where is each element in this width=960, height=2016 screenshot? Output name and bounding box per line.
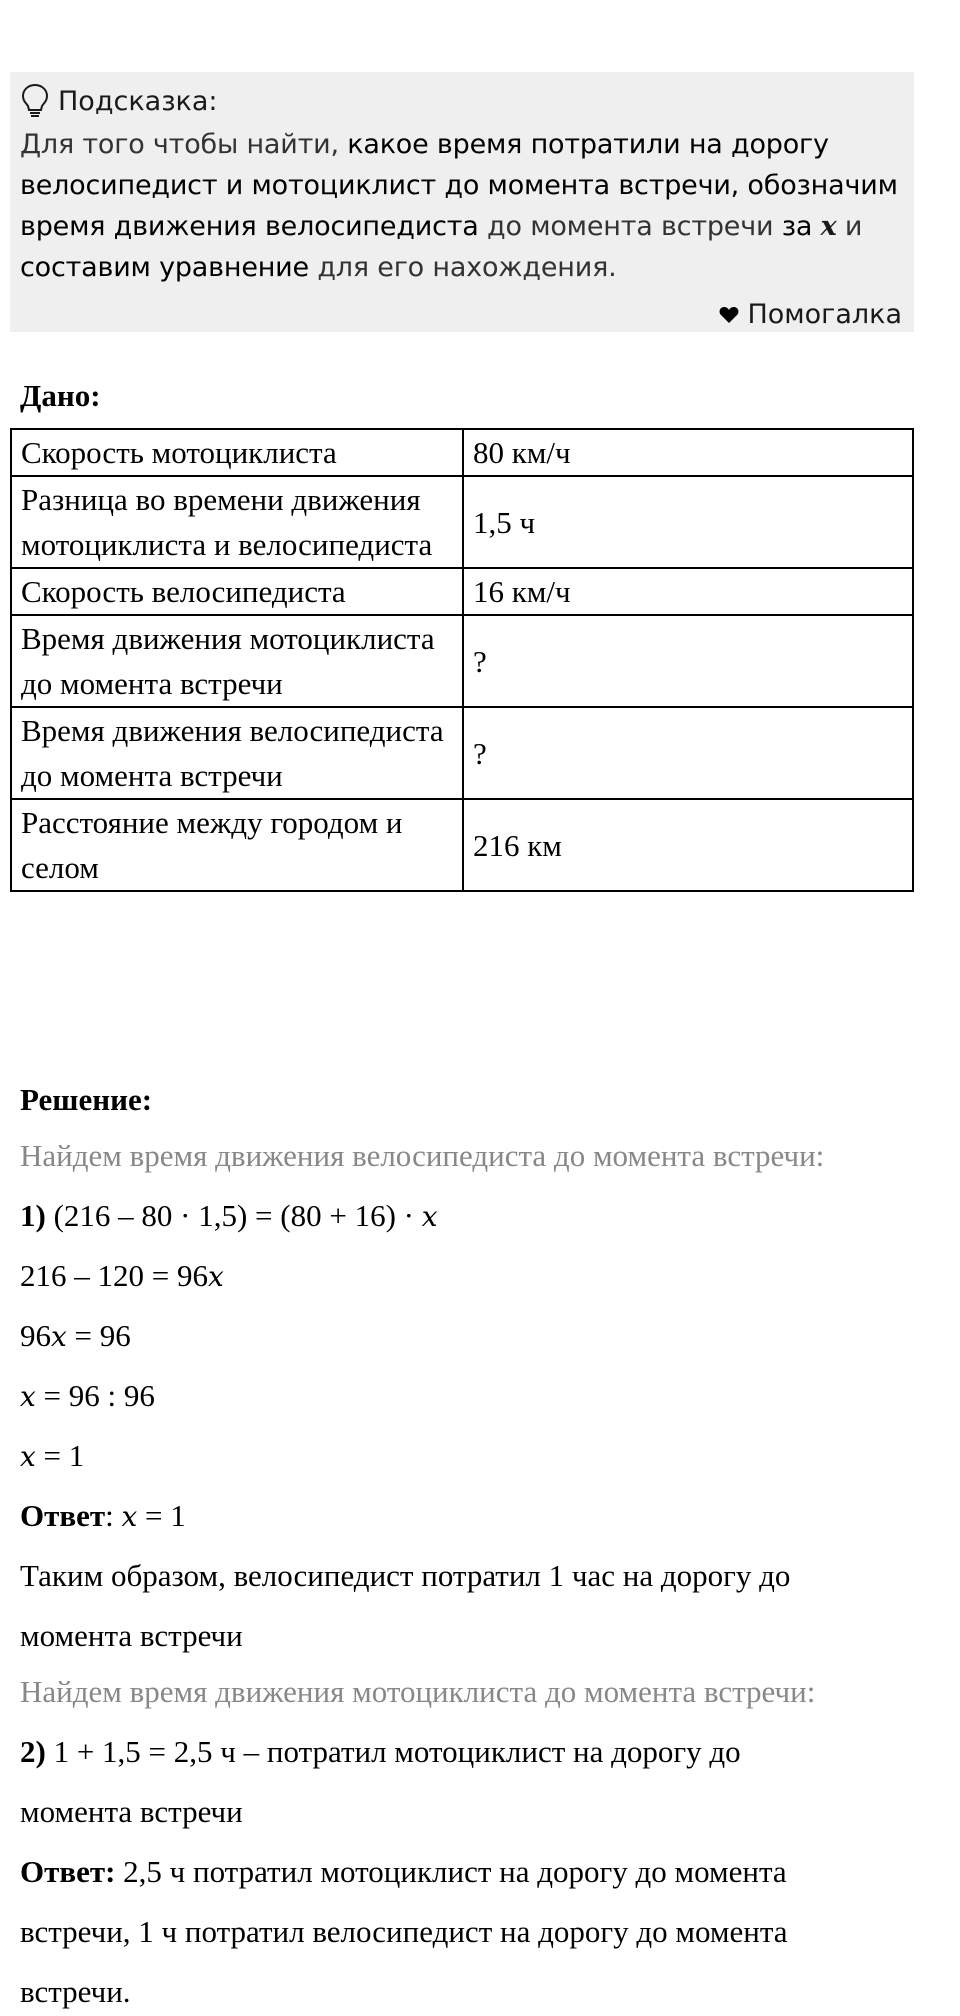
answer-1: Ответ: x = 1 bbox=[20, 1498, 186, 1533]
table-row bbox=[11, 615, 913, 707]
equation-4: x = 96 : 96 bbox=[20, 1378, 155, 1413]
hint-text bbox=[20, 124, 904, 288]
given-quantity-cell: Разница во времени движения мотоциклиста и велосипедиста bbox=[11, 476, 463, 568]
summary-1-line-1: Таким образом, велосипедист потратил 1 час на дорогу до bbox=[20, 1558, 791, 1593]
hint-text-part: за bbox=[781, 211, 821, 242]
given-value-cell: ? bbox=[463, 707, 913, 799]
hint-text-part: какое время потратили на дорогу велосипедист и мотоциклист до момента встречи, обозначим время движения велосипедиста bbox=[20, 129, 898, 242]
equation-5: x = 1 bbox=[20, 1438, 85, 1473]
given-quantity-cell: Время движения мотоциклиста до момента встречи bbox=[11, 615, 463, 707]
table-row bbox=[11, 799, 913, 891]
lightbulb-icon bbox=[20, 83, 50, 119]
equation-3: 96x = 96 bbox=[20, 1318, 131, 1353]
given-quantity-cell: Время движения велосипедиста до момента встречи bbox=[11, 707, 463, 799]
pomogalka-link[interactable] bbox=[719, 299, 902, 330]
pomogalka-label[interactable]: Помогалка bbox=[747, 299, 902, 330]
equation-6: 2) 1 + 1,5 = 2,5 ч – потратил мотоциклист на дорогу до bbox=[20, 1734, 741, 1769]
equation-1: 1) (216 – 80 · 1,5) = (80 + 16) · x bbox=[20, 1198, 438, 1233]
given-value-cell: ? bbox=[463, 615, 913, 707]
final-answer-line-3: встречи. bbox=[20, 1974, 131, 2009]
given-quantity-cell: Скорость велосипедиста bbox=[11, 568, 463, 615]
given-table bbox=[10, 428, 914, 892]
table-row bbox=[11, 429, 913, 476]
final-answer-line-2: встречи, 1 ч потратил велосипедист на дорогу до момента bbox=[20, 1914, 788, 1949]
table-row bbox=[11, 568, 913, 615]
hint-text-part: Для того чтобы найти, bbox=[20, 129, 348, 160]
given-value-cell: 1,5 ч bbox=[463, 476, 913, 568]
given-value-cell: 16 км/ч bbox=[463, 568, 913, 615]
given-title: Дано: bbox=[20, 378, 101, 413]
solution-title: Решение: bbox=[20, 1082, 153, 1117]
given-quantity-cell: Скорость мотоциклиста bbox=[11, 429, 463, 476]
summary-1-line-2: момента встречи bbox=[20, 1618, 243, 1653]
given-value-cell: 80 км/ч bbox=[463, 429, 913, 476]
step1-intro: Найдем время движения велосипедиста до момента встречи: bbox=[20, 1138, 825, 1173]
heart-icon bbox=[719, 306, 739, 324]
hint-box bbox=[10, 72, 914, 332]
hint-text-part: x bbox=[820, 211, 837, 242]
given-quantity-cell: Расстояние между городом и селом bbox=[11, 799, 463, 891]
hint-text-part: до момента встречи bbox=[478, 211, 782, 242]
final-answer: Ответ: 2,5 ч потратил мотоциклист на дорогу до момента bbox=[20, 1854, 787, 1889]
table-row bbox=[11, 476, 913, 568]
hint-title: Подсказка: bbox=[58, 85, 218, 117]
hint-text-part: составим уравнение bbox=[20, 252, 309, 283]
hint-text-part: и bbox=[836, 211, 863, 242]
step2-intro: Найдем время движения мотоциклиста до момента встречи: bbox=[20, 1674, 816, 1709]
equation-6-line-2: момента встречи bbox=[20, 1794, 243, 1829]
equation-2: 216 – 120 = 96x bbox=[20, 1258, 224, 1293]
hint-text-part: для его нахождения. bbox=[308, 252, 617, 283]
hint-header bbox=[20, 82, 904, 120]
given-value-cell: 216 км bbox=[463, 799, 913, 891]
table-row bbox=[11, 707, 913, 799]
